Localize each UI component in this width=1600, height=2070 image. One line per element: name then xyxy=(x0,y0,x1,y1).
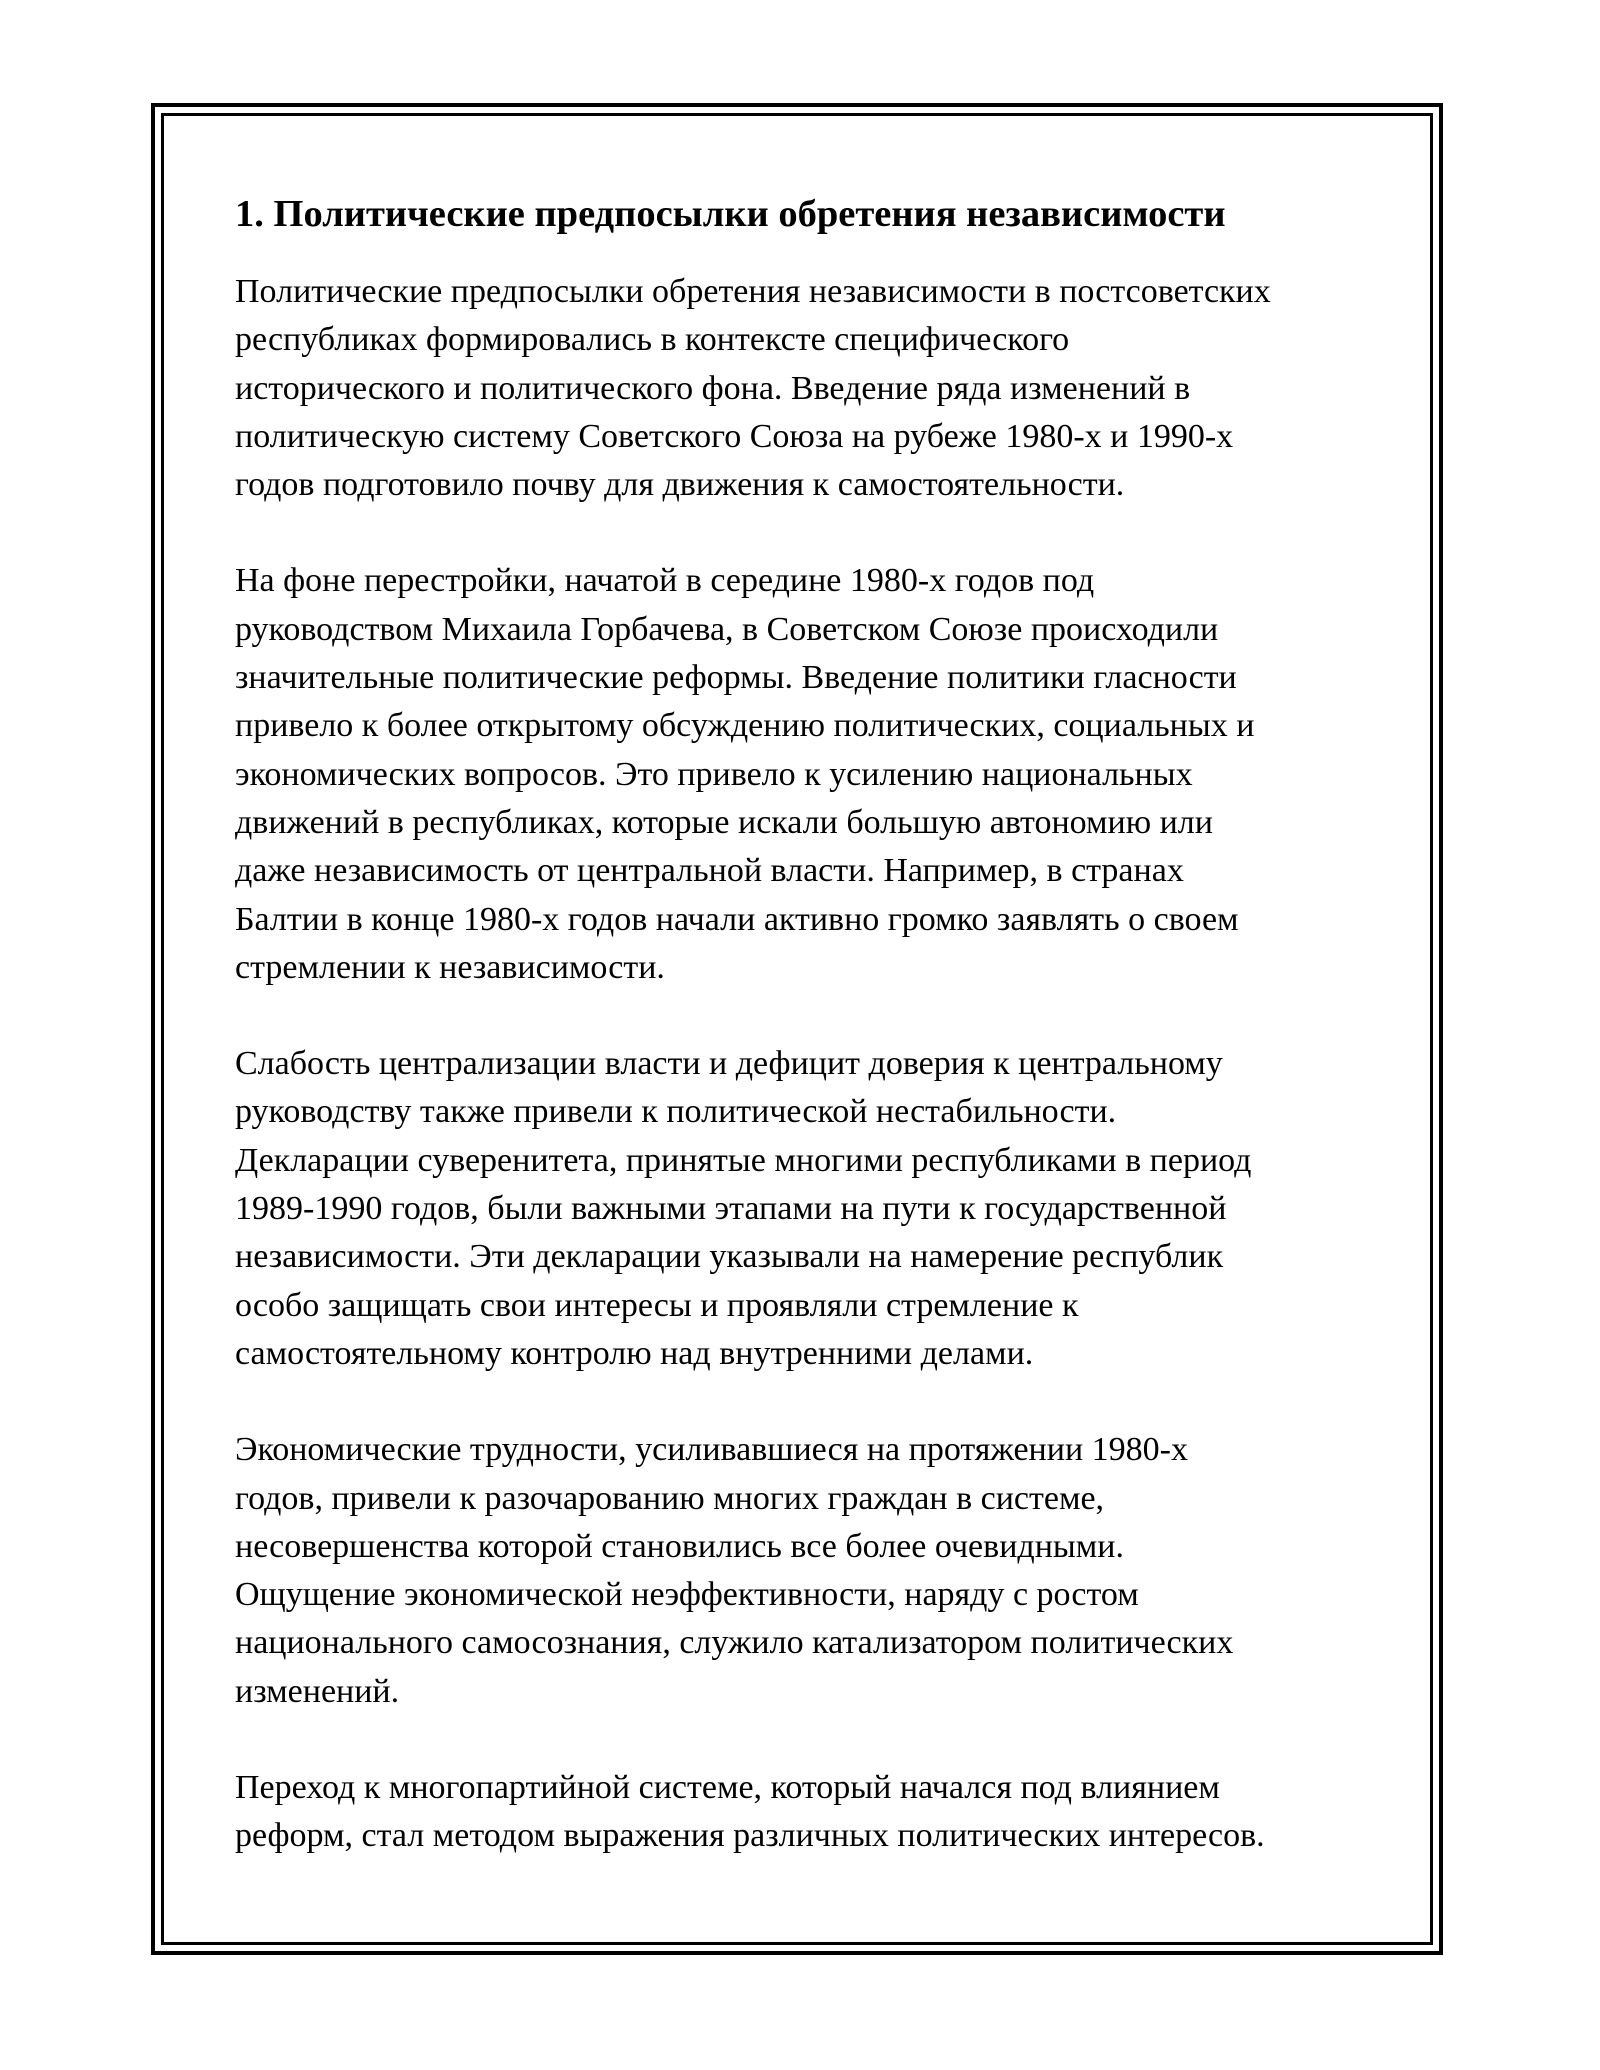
text-line: Декларации суверенитета, принятые многими республиками в период xyxy=(235,1141,1252,1179)
text-line: Слабость централизации власти и дефицит доверия к центральному xyxy=(235,1045,1223,1083)
paragraph-5 xyxy=(235,1764,1355,1861)
text-line: даже независимость от центральной власти. Например, в странах xyxy=(235,852,1184,890)
text-line: экономических вопросов. Это привело к усилению национальных xyxy=(235,755,1193,793)
text-line: привело к более открытому обсуждению политических, социальных и xyxy=(235,707,1255,745)
text-line: руководству также привели к политической нестабильности. xyxy=(235,1093,1117,1131)
text-line: 1989-1990 годов, были важными этапами на пути к государственной xyxy=(235,1190,1227,1228)
text-line: значительные политические реформы. Введение политики гласности xyxy=(235,659,1237,697)
paragraph-2 xyxy=(235,557,1355,992)
document-body xyxy=(235,188,1355,1909)
paragraph-3 xyxy=(235,1040,1355,1378)
text-line: Экономические трудности, усиливавшиеся на протяжении 1980-х xyxy=(235,1431,1188,1469)
text-line: национального самосознания, служило катализатором политических xyxy=(235,1624,1234,1662)
text-line: На фоне перестройки, начатой в середине 1980-х годов под xyxy=(235,562,1095,600)
paragraph-1 xyxy=(235,268,1355,509)
paragraph-4 xyxy=(235,1426,1355,1716)
text-line: Переход к многопартийной системе, который начался под влиянием xyxy=(235,1769,1220,1807)
text-line: движений в республиках, которые искали большую автономию или xyxy=(235,803,1213,841)
text-line: республиках формировались в контексте специфического xyxy=(235,321,1070,359)
text-line: стремлении к независимости. xyxy=(235,948,665,986)
text-line: независимости. Эти декларации указывали на намерение республик xyxy=(235,1238,1224,1276)
text-line: годов подготовило почву для движения к самостоятельности. xyxy=(235,466,1125,504)
text-line: годов, привели к разочарованию многих граждан в системе, xyxy=(235,1479,1105,1517)
text-line: реформ, стал методом выражения различных политических интересов. xyxy=(235,1817,1265,1855)
text-line: несовершенства которой становились все более очевидными. xyxy=(235,1527,1124,1565)
text-line: изменений. xyxy=(235,1672,400,1710)
text-line: самостоятельному контролю над внутренними делами. xyxy=(235,1334,1034,1372)
text-line: политическую систему Советского Союза на рубеже 1980-х и 1990-х xyxy=(235,417,1234,455)
text-line: Политические предпосылки обретения независимости в постсоветских xyxy=(235,273,1271,310)
text-line: руководством Михаила Горбачева, в Советском Союзе происходили xyxy=(235,610,1219,648)
text-line: исторического и политического фона. Введение ряда изменений в xyxy=(235,369,1191,407)
text-line: особо защищать свои интересы и проявляли стремление к xyxy=(235,1286,1079,1324)
text-line: Балтии в конце 1980-х годов начали активно громко заявлять о своем xyxy=(235,900,1239,938)
text-line: Ощущение экономической неэффективности, наряду с ростом xyxy=(235,1576,1139,1614)
section-heading: 1. Политические предпосылки обретения независимости xyxy=(235,193,1226,235)
